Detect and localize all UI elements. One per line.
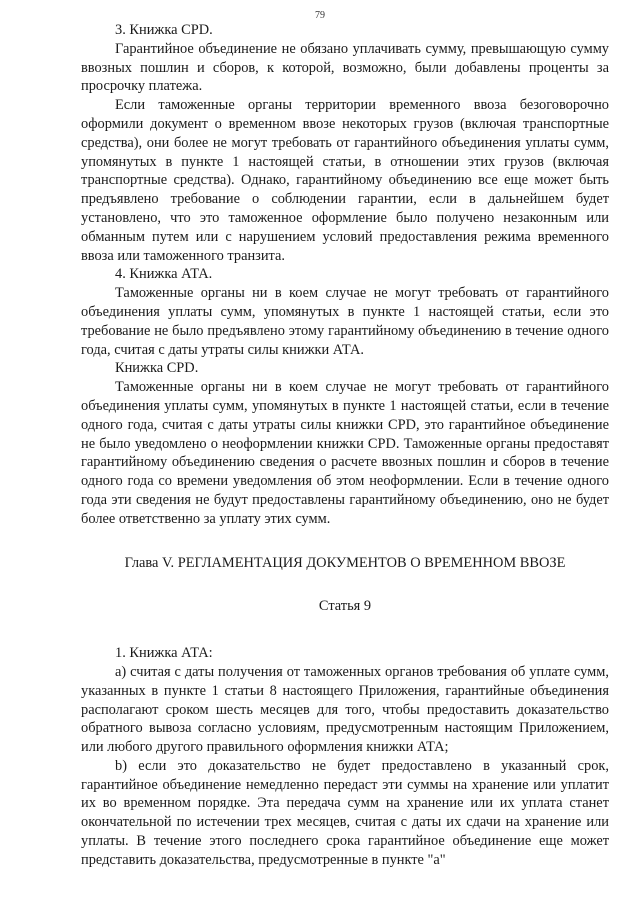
page-number: 79 (315, 10, 325, 21)
paragraph: Таможенные органы ни в коем случае не могут требовать от гарантийного объединения уплаты сумм, упомянутых в пункте 1 настоящей статьи, если в течение одного года, считая с даты утраты силы книжки CPD, это гарантийное объединение не было уведомлено о неоформлении книжки CPD. Таможенные органы предоставят гарантийному объединению сведения о расчете ввозных пошлин и сборов в течение одного года со времени уведомления об этом неоформлении. Если в течение одного года эти сведения не будут предоставлены гарантийному объединению, оно не будет более ответственно за уплату этих сумм. (81, 379, 609, 527)
paragraph-item-a: а) считая с даты получения от таможенных органов требования об уплате сумм, указанных в пункте 1 статьи 8 настоящего Приложения, гарантийные объединения располагают сроком шесть месяцев для того, чтобы предоставить доказательство обратного вывоза согласно условиям, предусмотренным настоящим Приложением, или любого другого правильного оформления книжки АТА; (81, 663, 609, 756)
paragraph-item-b: b) если это доказательство не будет предоставлено в указанный срок, гарантийное объединение немедленно передаст эти суммы на хранение или уплатит их во временном порядке. Эта передача сумм на хранение или их уплата станет окончательной по истечении трех месяцев, считая с даты их сдачи на хранение или уплаты. В течение этого последнего срока гарантийное объединение еще может представить доказательства, предусмотренные в пункте "а" (81, 757, 609, 868)
spacer (81, 529, 609, 554)
paragraph-ata-item: 1. Книжка АТА: (115, 645, 213, 662)
document-body (81, 21, 609, 870)
chapter-title: Глава V. РЕГЛАМЕНТАЦИЯ ДОКУМЕНТОВ О ВРЕМЕННОМ ВВОЗЕ (124, 554, 566, 571)
paragraph-cpd-heading: 3. Книжка CPD. (115, 22, 213, 38)
paragraph: Таможенные органы ни в коем случае не могут требовать от гарантийного объединения уплаты сумм, упомянутых в пункте 1 настоящей статьи, если это требование не было предъявлено этому гарантийному объединению в течение одного года, считая с даты утраты силы книжки АТА. (81, 285, 609, 358)
paragraph-cpd-subheading: Книжка CPD. (115, 360, 199, 377)
article-title: Статья 9 (318, 598, 372, 615)
paragraph: Гарантийное объединение не обязано уплачивать сумму, превышающую сумму ввозных пошлин и сборов, к которой, возможно, были добавлены проценты за просрочку платежа. (81, 40, 609, 95)
spacer (81, 572, 609, 597)
paragraph: Если таможенные органы территории временного ввоза безоговорочно оформили документ о временном ввозе некоторых грузов (включая транспортные средства), они более не могут требовать от гарантийного объединения уплаты сумм, упомянутых в пункте 1 настоящей статьи, в отношении этих грузов (включая транспортные средства). Однако, гарантийному объединению все еще может быть предъявлено требование о соблюдении гарантии, если в дальнейшем будет установлено, что это таможенное оформление было получено незаконным или обманным путем или с нарушением условий предоставления режима временного ввоза или таможенного транзита. (81, 97, 609, 264)
paragraph-ata-heading: 4. Книжка АТА. (115, 266, 213, 283)
spacer (81, 616, 609, 644)
